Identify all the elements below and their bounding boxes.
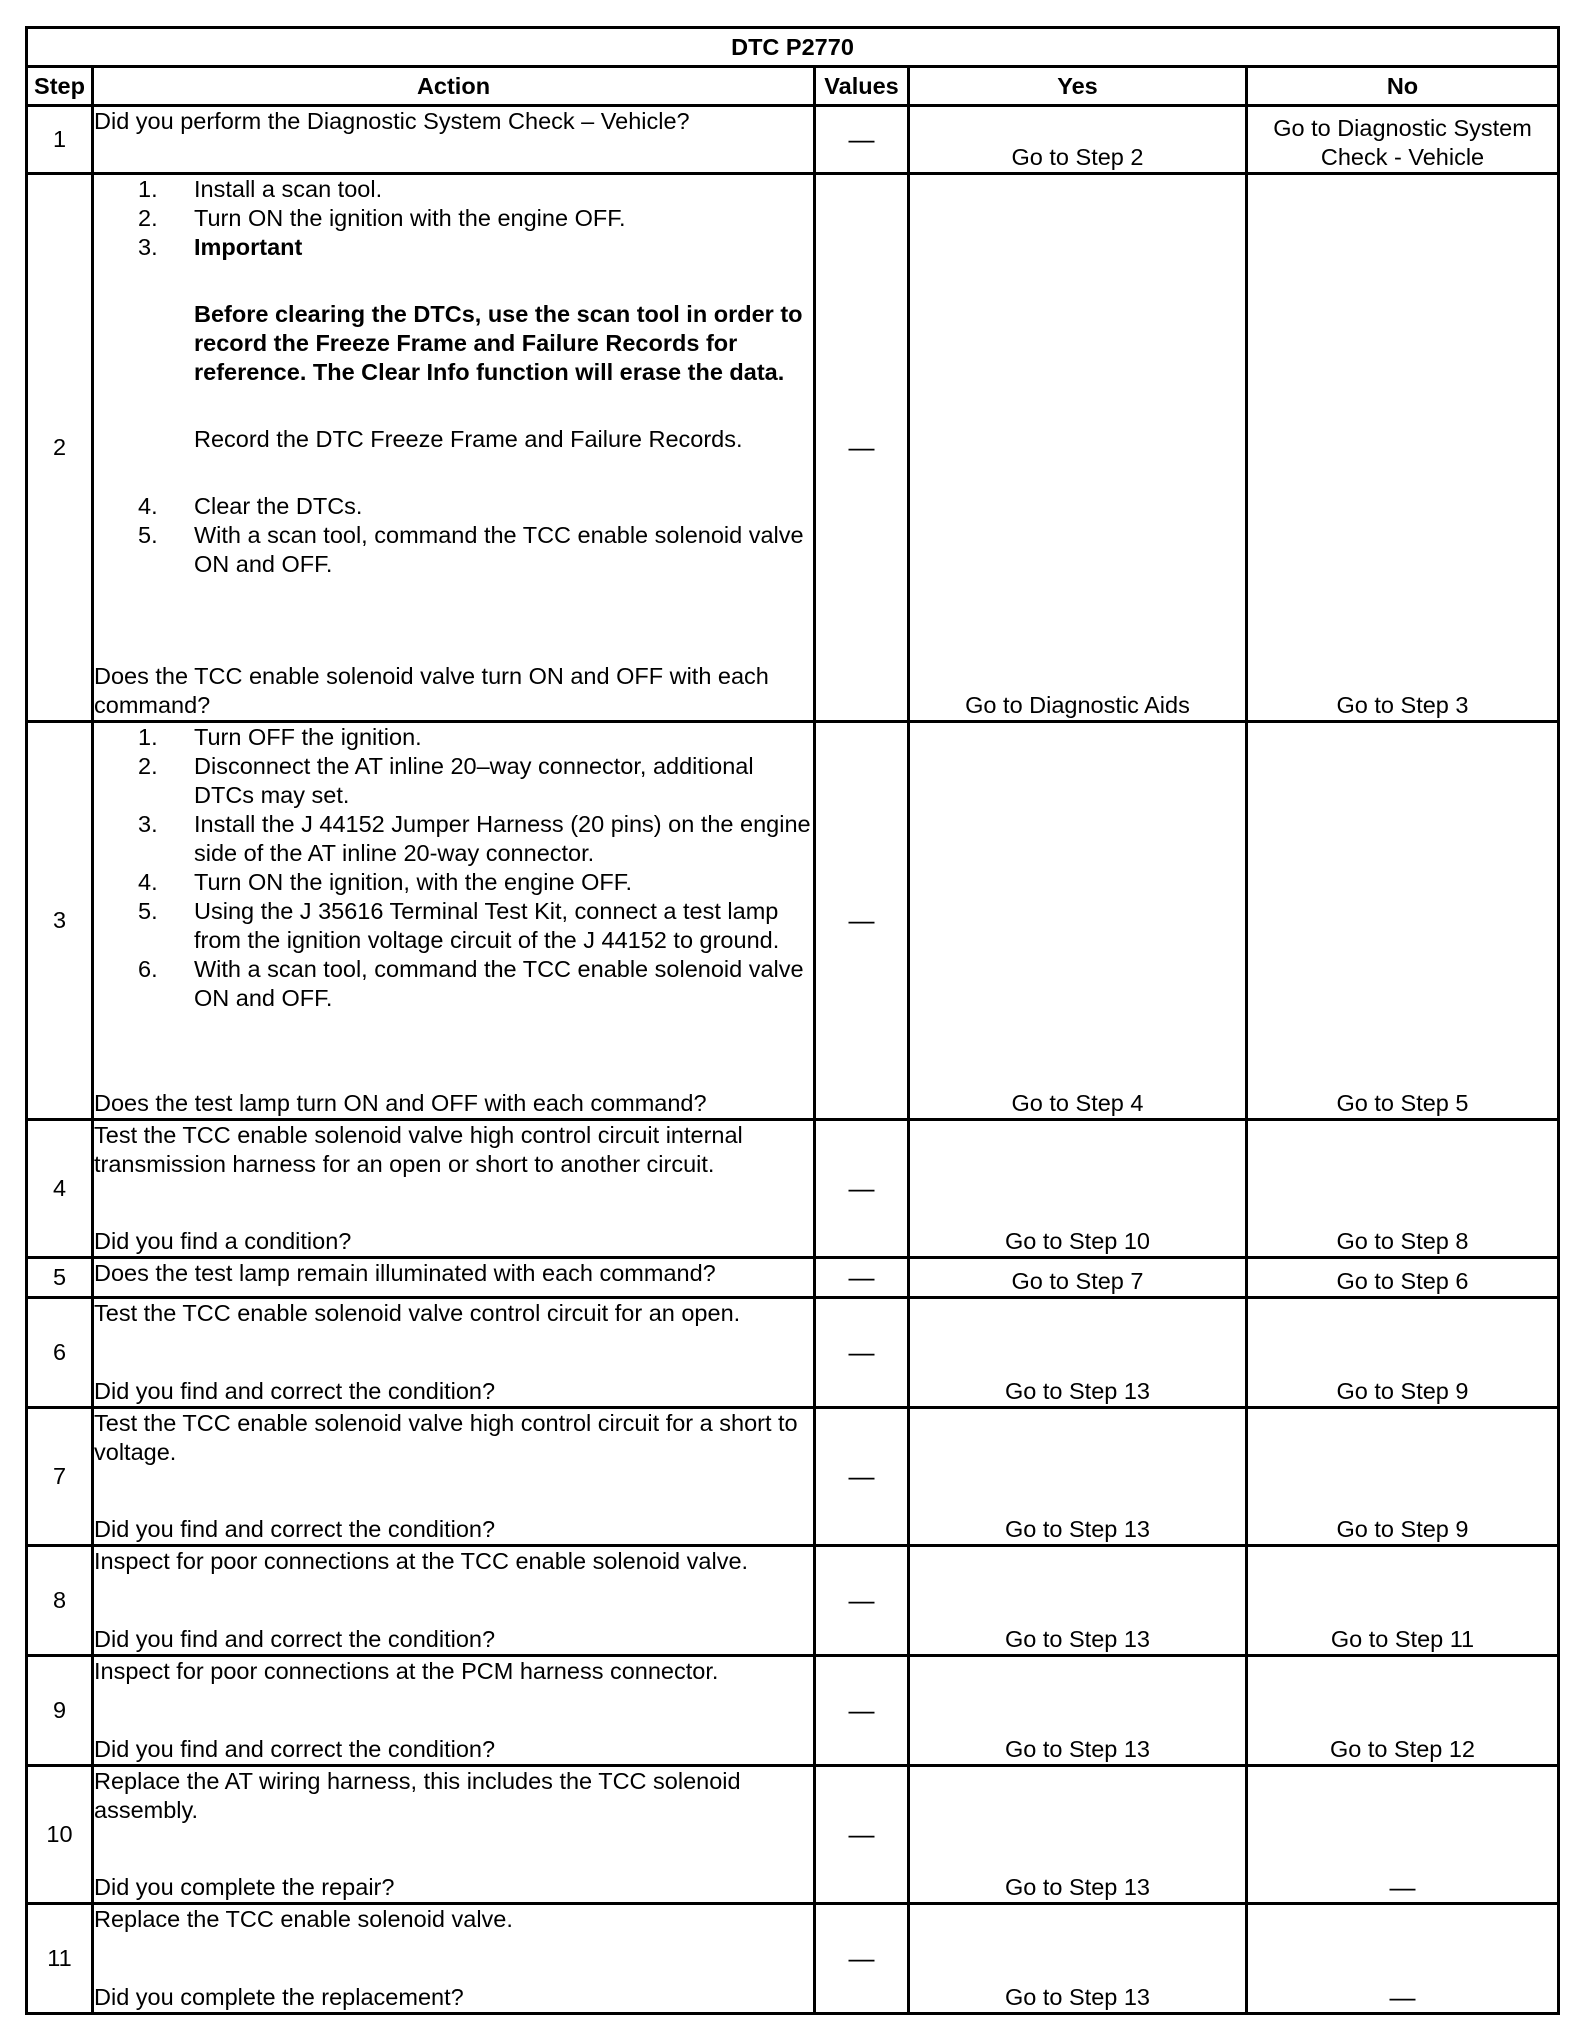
step-number: 10 xyxy=(27,1766,93,1904)
table-row xyxy=(27,1298,1559,1408)
table-row xyxy=(27,106,1559,174)
action-cell xyxy=(93,174,815,722)
action-text: Test the TCC enable solenoid valve high control circuit internal transmission harness for an open or short to another circuit. xyxy=(94,1122,743,1177)
procedure-item: 3. Important Before clearing the DTCs, use the scan tool in order to record the Freeze Frame and Failure Records for reference. The Clear Info function will erase the data. Record the DTC Freeze Frame and Failure Records. xyxy=(194,233,813,492)
header-action: Action xyxy=(93,67,815,106)
action-text: Inspect for poor connections at the TCC enable solenoid valve. xyxy=(94,1548,749,1574)
header-no: No xyxy=(1247,67,1559,106)
step-number: 9 xyxy=(27,1656,93,1766)
question-text: Did you find and correct the condition? xyxy=(94,1736,496,1762)
procedure-item: 1. Install a scan tool. xyxy=(138,176,383,202)
yes-cell: Go to Step 4 xyxy=(909,722,1247,1120)
table-title: DTC P2770 xyxy=(27,28,1559,67)
values-cell: — xyxy=(815,174,909,722)
procedure-item: 4. Turn ON the ignition, with the engine OFF. xyxy=(138,869,633,895)
header-row xyxy=(27,67,1559,106)
action-cell xyxy=(93,1546,815,1656)
yes-cell: Go to Step 13 xyxy=(909,1546,1247,1656)
question-text: Did you find a condition? xyxy=(94,1228,352,1254)
important-label: Important xyxy=(194,234,303,260)
action-cell xyxy=(93,1904,815,2014)
table-row xyxy=(27,1904,1559,2014)
procedure-list xyxy=(94,175,813,579)
procedure-item: 4. Clear the DTCs. xyxy=(138,493,363,519)
procedure-item: 5. Using the J 35616 Terminal Test Kit, connect a test lamp from the ignition voltage circuit of the J 44152 to ground. xyxy=(138,898,780,953)
no-cell: Go to Diagnostic System Check - Vehicle xyxy=(1247,106,1559,174)
action-cell xyxy=(93,1408,815,1546)
table-row xyxy=(27,1656,1559,1766)
table-row xyxy=(27,1408,1559,1546)
no-cell: Go to Step 8 xyxy=(1247,1120,1559,1258)
values-cell: — xyxy=(815,722,909,1120)
step-number: 6 xyxy=(27,1298,93,1408)
yes-cell: Go to Step 2 xyxy=(909,106,1247,174)
procedure-item: 2. Disconnect the AT inline 20–way connector, additional DTCs may set. xyxy=(138,753,754,808)
action-text: Inspect for poor connections at the PCM harness connector. xyxy=(94,1658,719,1684)
table-row xyxy=(27,722,1559,1120)
question-text: Does the TCC enable solenoid valve turn ON and OFF with each command? xyxy=(94,663,769,718)
yes-cell: Go to Step 13 xyxy=(909,1298,1247,1408)
header-values: Values xyxy=(815,67,909,106)
values-cell: — xyxy=(815,1120,909,1258)
values-cell: — xyxy=(815,1408,909,1546)
no-cell: Go to Step 11 xyxy=(1247,1546,1559,1656)
procedure-list xyxy=(94,723,813,1013)
question-text: Did you complete the replacement? xyxy=(94,1984,464,2010)
step-number: 2 xyxy=(27,174,93,722)
table-row xyxy=(27,174,1559,722)
no-cell: — xyxy=(1247,1766,1559,1904)
step-number: 7 xyxy=(27,1408,93,1546)
procedure-item: 1. Turn OFF the ignition. xyxy=(138,724,422,750)
action-cell xyxy=(93,106,815,174)
procedure-item: 5. With a scan tool, command the TCC enable solenoid valve ON and OFF. xyxy=(138,522,804,577)
procedure-item: 3. Install the J 44152 Jumper Harness (20 pins) on the engine side of the AT inline 20-way connector. xyxy=(138,811,811,866)
question-text: Does the test lamp turn ON and OFF with each command? xyxy=(94,1090,707,1116)
step-number: 4 xyxy=(27,1120,93,1258)
values-cell: — xyxy=(815,1546,909,1656)
yes-cell: Go to Step 7 xyxy=(909,1258,1247,1298)
step-number: 3 xyxy=(27,722,93,1120)
action-cell xyxy=(93,1656,815,1766)
yes-cell: Go to Step 13 xyxy=(909,1766,1247,1904)
table-row xyxy=(27,1546,1559,1656)
question-text: Did you complete the repair? xyxy=(94,1874,395,1900)
step-number: 8 xyxy=(27,1546,93,1656)
procedure-item: 2. Turn ON the ignition with the engine OFF. xyxy=(138,205,626,231)
header-step: Step xyxy=(27,67,93,106)
yes-cell: Go to Step 13 xyxy=(909,1904,1247,2014)
action-cell xyxy=(93,1120,815,1258)
no-cell: Go to Step 9 xyxy=(1247,1408,1559,1546)
action-text: Did you perform the Diagnostic System Check – Vehicle? xyxy=(94,108,690,134)
no-cell: Go to Step 12 xyxy=(1247,1656,1559,1766)
values-cell: — xyxy=(815,1258,909,1298)
important-note: Before clearing the DTCs, use the scan tool in order to record the Freeze Frame and Failure Records for reference. The Clear Info function will erase the data. xyxy=(194,301,803,385)
header-yes: Yes xyxy=(909,67,1247,106)
action-text: Test the TCC enable solenoid valve control circuit for an open. xyxy=(94,1300,741,1326)
action-cell xyxy=(93,1766,815,1904)
procedure-item: 6. With a scan tool, command the TCC enable solenoid valve ON and OFF. xyxy=(138,956,804,1011)
values-cell: — xyxy=(815,106,909,174)
step-number: 5 xyxy=(27,1258,93,1298)
action-cell xyxy=(93,1298,815,1408)
action-text: Test the TCC enable solenoid valve high control circuit for a short to voltage. xyxy=(94,1410,798,1465)
yes-cell: Go to Diagnostic Aids xyxy=(909,174,1247,722)
question-text: Did you find and correct the condition? xyxy=(94,1626,496,1652)
yes-cell: Go to Step 10 xyxy=(909,1120,1247,1258)
title-row xyxy=(27,28,1559,67)
yes-cell: Go to Step 13 xyxy=(909,1656,1247,1766)
action-cell xyxy=(93,722,815,1120)
no-cell: — xyxy=(1247,1904,1559,2014)
table-row xyxy=(27,1120,1559,1258)
action-cell xyxy=(93,1258,815,1298)
yes-cell: Go to Step 13 xyxy=(909,1408,1247,1546)
action-text: Replace the TCC enable solenoid valve. xyxy=(94,1906,513,1932)
action-text: Does the test lamp remain illuminated with each command? xyxy=(94,1260,716,1286)
values-cell: — xyxy=(815,1904,909,2014)
no-cell: Go to Step 3 xyxy=(1247,174,1559,722)
values-cell: — xyxy=(815,1656,909,1766)
values-cell: — xyxy=(815,1766,909,1904)
no-cell: Go to Step 5 xyxy=(1247,722,1559,1120)
step-number: 1 xyxy=(27,106,93,174)
action-text: Replace the AT wiring harness, this includes the TCC solenoid assembly. xyxy=(94,1768,741,1823)
record-note: Record the DTC Freeze Frame and Failure Records. xyxy=(194,426,743,452)
no-cell: Go to Step 9 xyxy=(1247,1298,1559,1408)
no-cell: Go to Step 6 xyxy=(1247,1258,1559,1298)
values-cell: — xyxy=(815,1298,909,1408)
question-text: Did you find and correct the condition? xyxy=(94,1378,496,1404)
question-text: Did you find and correct the condition? xyxy=(94,1516,496,1542)
dtc-table xyxy=(25,26,1560,2015)
table-row xyxy=(27,1766,1559,1904)
step-number: 11 xyxy=(27,1904,93,2014)
table-row xyxy=(27,1258,1559,1298)
